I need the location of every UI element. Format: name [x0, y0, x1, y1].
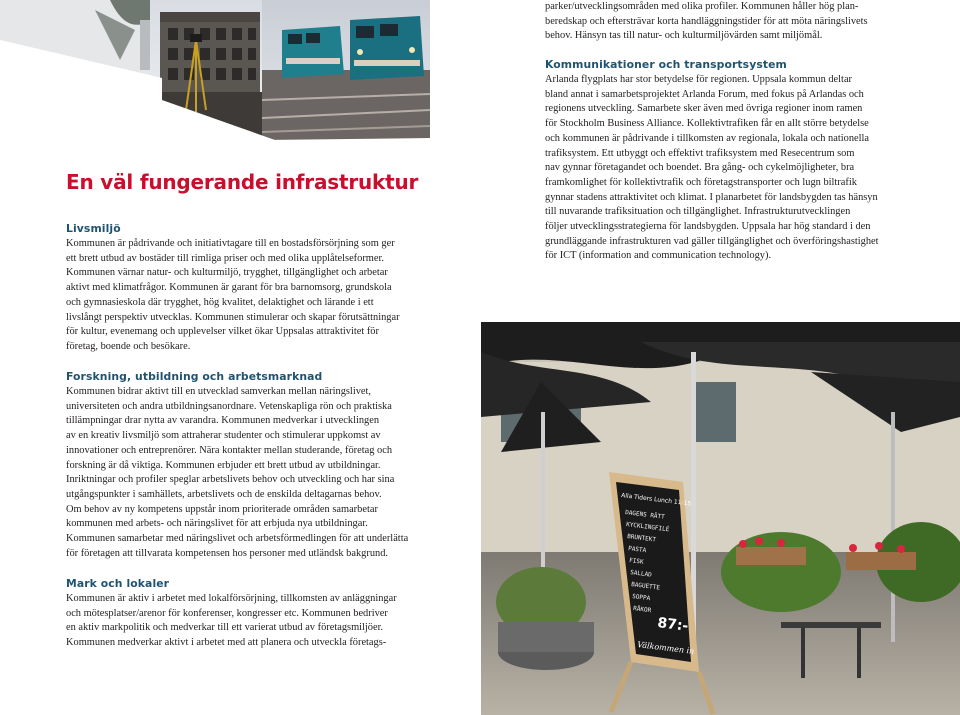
- text-line: Kommunen samarbetar med näringslivet och arbetsförmedlingen för att underlätta: [66, 533, 409, 545]
- chalkboard-menu-line: DAGENS RÄTT: [624, 509, 666, 521]
- text-line: av en kreativ livsmiljö som attraherar studenter och stimulerar uppkomst av: [66, 430, 381, 442]
- chalkboard-menu-line: PASTA: [627, 545, 647, 555]
- text-line: livslångt perspektiv utvecklas. Kommunen stimulerar och skapar förutsättningar: [66, 311, 400, 323]
- chalkboard-menu-line: SOPPA: [631, 593, 651, 603]
- section-body: [66, 385, 476, 561]
- chalkboard-price: 87:-: [656, 615, 690, 635]
- chalkboard-menu-line: BRUNTEKT: [626, 533, 657, 544]
- chalkboard-header: Alla Tiders Lunch 11-15: [620, 492, 692, 508]
- text-line: och mötesplatser/arenor för konferenser, kongresser etc. Kommunen bedriver: [66, 607, 388, 619]
- chalkboard-menu-line: FISK: [628, 557, 644, 566]
- text-line: för ICT (information and communication technology).: [545, 250, 772, 262]
- text-line: gynnar stadens attraktivitet och klimat. I planarbetet för landsbygden tas hänsyn: [545, 191, 878, 203]
- text-line: Kommunen är pådrivande och initiativtagare till en bostadsförsörjning som ger: [66, 238, 395, 249]
- text-line: trafiksystem. Ett utbyggt och effektivt trafiksystem med Resecentrum som: [545, 147, 855, 159]
- text-line: Kommunen bidrar aktivt till en utvecklad samverkan mellan näringslivet,: [66, 386, 371, 397]
- section-body: [66, 237, 476, 355]
- chalkboard-menu-line: SALLAD: [629, 569, 653, 579]
- section-mark-och-lokaler: [66, 577, 476, 651]
- text-line: kommunen med arbets- och näringslivet för att erbjuda nya utbildningar.: [66, 518, 368, 530]
- text-line: framkomlighet för kollektivtrafik och företagstransporter och lugn biltrafik: [545, 176, 857, 188]
- text-line: Kommunen värnar natur- och kulturmiljö, trygghet, tillgänglighet och arbetar: [66, 267, 388, 279]
- text-line: parker/utvecklingsområden med olika profiler. Kommunen håller hög plan-: [545, 1, 859, 12]
- text-line: och gymnasieskola där trygghet, hög kvalitet, delaktighet och lärande i ett: [66, 296, 374, 308]
- chalkboard-menu-line: BAGUETTE: [630, 581, 661, 592]
- cafe-illustration: [481, 322, 960, 715]
- section-kommunikationer: [545, 58, 955, 264]
- outdoor-cafe-photo: [481, 322, 960, 715]
- text-line: regionens utveckling. Samarbete sker även med övriga regioner inom ramen: [545, 103, 863, 115]
- text-line: för företagen att tillvarata kompetensen hos personer med utländsk bakgrund.: [66, 547, 389, 559]
- text-line: ett brett utbud av bostäder till rimliga priser och med olika upplåtelseformer.: [66, 252, 384, 264]
- text-line: till nuvarande trafiksituation och tillgänglighet. Infrastrukturutvecklingen: [545, 206, 851, 218]
- chalkboard-menu-line: RÅKOR: [632, 605, 652, 615]
- text-line: grundläggande infrastrukturen vad gäller tillgänglighet och överföringshastighet: [545, 235, 879, 247]
- text-line: universiteten och andra utbildningsanordnare. Vetenskapliga rön och praktiska: [66, 400, 392, 412]
- text-line: behov. Hänsyn tas till natur- och kulturmiljövärden samt miljömål.: [545, 30, 823, 42]
- text-line: för kultur, evenemang och upplevelser vilket ökar Uppsalas attraktivitet för: [66, 326, 379, 338]
- page-title: En väl fungerande infrastruktur: [66, 170, 419, 194]
- text-line: för Stockholm Business Alliance. Kollektivtrafiken får en allt större betydelse: [545, 118, 869, 130]
- chalkboard-menu-line: KYCKLINGFILÉ: [625, 521, 670, 534]
- text-line: en aktiv markpolitik och medverkar till ett varierat utbud av företagsmiljöer.: [66, 622, 384, 634]
- chalkboard-footer: Välkommen in: [636, 640, 695, 656]
- text-line: Inriktningar och profiler speglar arbetslivets behov och utveckling och har sina: [66, 474, 395, 486]
- text-line: Arlanda flygplats har stor betydelse för regionen. Uppsala kommun deltar: [545, 74, 853, 85]
- text-line: företag, boende och besökare.: [66, 340, 191, 352]
- section-heading: Mark och lokaler: [66, 577, 170, 590]
- section-forskning: [66, 370, 476, 561]
- text-line: Kommunen medverkar aktivt i arbetet med att planera och utveckla företags-: [66, 637, 387, 649]
- section-heading: Livsmiljö: [66, 222, 121, 235]
- text-line: aktivt med klimatfrågor. Kommunen är garant för bra barnomsorg, grundskola: [66, 282, 392, 294]
- continued-text-top: [545, 0, 955, 44]
- section-body: [545, 73, 955, 264]
- section-heading: Forskning, utbildning och arbetsmarknad: [66, 370, 323, 383]
- collage-illustration: [0, 0, 480, 140]
- text-line: tillämpningar drar nytta av varandra. Kommunen medverkar i utvecklingen: [66, 415, 380, 427]
- text-line: innovationer och entreprenörer. Nära kontakter mellan studerande, företag och: [66, 444, 393, 456]
- text-line: bland annat i samarbetsprojektet Arlanda Forum, med fokus på Arlandas och: [545, 88, 864, 100]
- text-line: beredskap och eftersträvar korta handläggningstider för att möta näringslivets: [545, 15, 868, 27]
- section-livsmiljo: [66, 222, 476, 355]
- text-line: utgångspunkter i samhällets, arbetslivets och de enskilda deltagarnas behov.: [66, 488, 382, 500]
- section-heading: Kommunikationer och transportsystem: [545, 58, 787, 71]
- text-line: forskning är då viktiga. Kommunen erbjuder ett brett utbud av utbildningar.: [66, 459, 381, 471]
- text-line: nav gynnar företagandet och boendet. Bra gång- och cykelmöjligheter, bra: [545, 162, 855, 174]
- text-line: följer utvecklingsstrategierna för landsbygden. Uppsala har hög standard i den: [545, 221, 871, 233]
- train-photo: [262, 0, 432, 140]
- infrastructure-photo-collage: [0, 0, 480, 140]
- text-line: och kommunen är pådrivande i tillkomsten av regionala, lokala och nationella: [545, 132, 870, 144]
- text-line: Kommunen är aktiv i arbetet med lokalförsörjning, tillkomsten av anläggningar: [66, 593, 397, 604]
- text-line: Om behov av ny kompetens uppstår inom prioriterade områden samarbetar: [66, 503, 378, 515]
- section-body: [66, 592, 476, 651]
